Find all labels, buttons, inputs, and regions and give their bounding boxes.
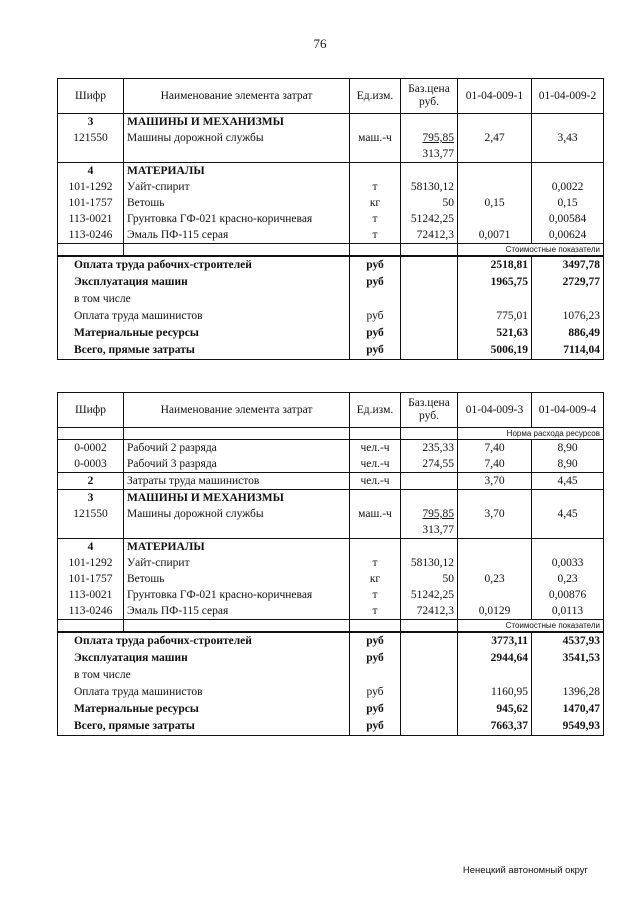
row-price: 51242,25 xyxy=(401,211,458,227)
summary-value-2: 886,49 xyxy=(532,325,604,342)
summary-value-1: 5006,19 xyxy=(458,342,532,360)
table-row xyxy=(58,211,604,227)
row-value-2: 4,45 xyxy=(532,473,604,490)
row-unit: маш.-ч xyxy=(350,506,401,539)
row-value-2: 0,23 xyxy=(532,571,604,587)
header-unit: Ед.изм. xyxy=(350,393,401,428)
row-value-2: 0,0113 xyxy=(532,603,604,620)
summary-unit: руб xyxy=(350,684,401,701)
summary-value-2: 9549,93 xyxy=(532,718,604,736)
table-header-row xyxy=(58,393,604,428)
summary-row xyxy=(58,684,604,701)
resource-norm-label: Норма расхода ресурсов xyxy=(458,428,604,440)
summary-value-1: 2518,81 xyxy=(458,256,532,274)
summary-value-2: 2729,77 xyxy=(532,274,604,291)
group-number: 3 xyxy=(58,114,124,131)
row-price: 72412,3 xyxy=(401,603,458,620)
summary-value-2: 1076,23 xyxy=(532,308,604,325)
table-row xyxy=(58,587,604,603)
summary-value-2: 1470,47 xyxy=(532,701,604,718)
summary-row xyxy=(58,667,604,684)
row-code: 101-1757 xyxy=(58,571,124,587)
summary-row xyxy=(58,342,604,360)
header-code: Шифр xyxy=(58,79,124,114)
row-unit: кг xyxy=(350,571,401,587)
group-title: МАТЕРИАЛЫ xyxy=(124,539,350,556)
header-col-2: 01-04-009-2 xyxy=(532,79,604,114)
summary-label: Материальные ресурсы xyxy=(58,325,350,342)
row-value-1 xyxy=(458,555,532,571)
table-row xyxy=(58,456,604,473)
row-value-1: 7,40 xyxy=(458,440,532,457)
row-unit: т xyxy=(350,227,401,244)
summary-unit: руб xyxy=(350,342,401,360)
row-name: Рабочий 2 разряда xyxy=(124,440,350,457)
summary-value-1: 1965,75 xyxy=(458,274,532,291)
header-price: Баз.цена руб. xyxy=(401,393,458,428)
row-code: 0-0003 xyxy=(58,456,124,473)
summary-value-1: 7663,37 xyxy=(458,718,532,736)
summary-row xyxy=(58,325,604,342)
row-value-2: 0,00624 xyxy=(532,227,604,244)
table-row xyxy=(58,603,604,620)
header-col-4: 01-04-009-4 xyxy=(532,393,604,428)
summary-value-2: 3497,78 xyxy=(532,256,604,274)
row-price: 274,55 xyxy=(401,456,458,473)
row-name: Грунтовка ГФ-021 красно-коричневая xyxy=(124,211,350,227)
row-value-1 xyxy=(458,211,532,227)
summary-value-1: 1160,95 xyxy=(458,684,532,701)
row-value-2: 4,45 xyxy=(532,506,604,539)
row-unit: чел.-ч xyxy=(350,440,401,457)
group-row-materials xyxy=(58,539,604,556)
summary-value-1: 3773,11 xyxy=(458,632,532,650)
row-unit: т xyxy=(350,179,401,195)
summary-unit: руб xyxy=(350,325,401,342)
summary-value-2: 7114,04 xyxy=(532,342,604,360)
table-header-row xyxy=(58,79,604,114)
summary-unit: руб xyxy=(350,632,401,650)
row-name: Уайт-спирит xyxy=(124,555,350,571)
group-number: 2 xyxy=(58,473,124,490)
page-number: 76 xyxy=(313,36,327,51)
row-value-2: 8,90 xyxy=(532,440,604,457)
row-price: 72412,3 xyxy=(401,227,458,244)
row-price: 58130,12 xyxy=(401,179,458,195)
table-row xyxy=(58,130,604,163)
summary-label: в том числе xyxy=(58,667,350,684)
group-number: 3 xyxy=(58,490,124,507)
header-name: Наименование элемента затрат xyxy=(124,393,350,428)
summary-row xyxy=(58,718,604,736)
row-code: 101-1757 xyxy=(58,195,124,211)
summary-unit: руб xyxy=(350,650,401,667)
row-value-1 xyxy=(458,587,532,603)
row-unit: чел.-ч xyxy=(350,456,401,473)
row-name: Ветошь xyxy=(124,571,350,587)
row-name: Машины дорожной службы xyxy=(124,506,350,539)
row-name: Эмаль ПФ-115 серая xyxy=(124,603,350,620)
resource-table-1 xyxy=(57,78,604,360)
cost-indicators-band xyxy=(58,244,604,257)
row-unit: т xyxy=(350,603,401,620)
row-code: 113-0246 xyxy=(58,603,124,620)
row-value-1: 2,47 xyxy=(458,130,532,163)
row-price xyxy=(401,130,458,163)
summary-unit: руб xyxy=(350,701,401,718)
row-name: Грунтовка ГФ-021 красно-коричневая xyxy=(124,587,350,603)
summary-label: Оплата труда машинистов xyxy=(58,684,350,701)
summary-label: Оплата труда машинистов xyxy=(58,308,350,325)
row-value-2: 0,0033 xyxy=(532,555,604,571)
header-price: Баз.цена руб. xyxy=(401,79,458,114)
summary-unit: руб xyxy=(350,256,401,274)
price-top: 795,85 xyxy=(422,508,454,520)
row-code: 101-1292 xyxy=(58,179,124,195)
cost-indicators-band xyxy=(58,620,604,633)
header-code: Шифр xyxy=(58,393,124,428)
summary-label: Эксплуатация машин xyxy=(58,274,350,291)
summary-value-2: 4537,93 xyxy=(532,632,604,650)
cost-indicators-label: Стоимостные показатели xyxy=(458,244,604,257)
group-row-operators xyxy=(58,473,604,490)
summary-label: Оплата труда рабочих-строителей xyxy=(58,256,350,274)
summary-row xyxy=(58,650,604,667)
summary-label: в том числе xyxy=(58,291,350,308)
row-value-1: 3,70 xyxy=(458,473,532,490)
summary-row xyxy=(58,632,604,650)
row-value-1: 0,23 xyxy=(458,571,532,587)
resource-norm-band xyxy=(58,428,604,440)
summary-value-2: 1396,28 xyxy=(532,684,604,701)
row-unit: т xyxy=(350,211,401,227)
group-row-machines xyxy=(58,490,604,507)
row-code: 113-0021 xyxy=(58,211,124,227)
price-bottom: 313,77 xyxy=(422,524,454,536)
price-top: 795,85 xyxy=(422,132,454,144)
row-code: 113-0021 xyxy=(58,587,124,603)
row-price xyxy=(401,506,458,539)
row-price: 50 xyxy=(401,195,458,211)
summary-value-1: 2944,64 xyxy=(458,650,532,667)
cost-indicators-label: Стоимостные показатели xyxy=(458,620,604,633)
row-code: 113-0246 xyxy=(58,227,124,244)
row-value-2: 0,15 xyxy=(532,195,604,211)
row-price: 50 xyxy=(401,571,458,587)
row-unit: т xyxy=(350,587,401,603)
summary-unit: руб xyxy=(350,308,401,325)
table-row xyxy=(58,571,604,587)
summary-label: Всего, прямые затраты xyxy=(58,342,350,360)
group-row-machines xyxy=(58,114,604,131)
row-value-1: 7,40 xyxy=(458,456,532,473)
row-name: Рабочий 3 разряда xyxy=(124,456,350,473)
table-row xyxy=(58,195,604,211)
row-name: Ветошь xyxy=(124,195,350,211)
row-value-2: 0,00876 xyxy=(532,587,604,603)
row-value-1: 3,70 xyxy=(458,506,532,539)
table-row xyxy=(58,506,604,539)
row-value-2: 0,00584 xyxy=(532,211,604,227)
row-code: 121550 xyxy=(58,130,124,163)
summary-unit: руб xyxy=(350,718,401,736)
summary-label: Материальные ресурсы xyxy=(58,701,350,718)
price-bottom: 313,77 xyxy=(422,148,454,160)
summary-row xyxy=(58,274,604,291)
table-row xyxy=(58,555,604,571)
row-value-1 xyxy=(458,179,532,195)
row-unit: маш.-ч xyxy=(350,130,401,163)
row-name: Затраты труда машинистов xyxy=(124,473,350,490)
summary-row xyxy=(58,256,604,274)
row-price: 235,33 xyxy=(401,440,458,457)
summary-row xyxy=(58,308,604,325)
row-value-2: 3,43 xyxy=(532,130,604,163)
row-price: 58130,12 xyxy=(401,555,458,571)
header-col-1: 01-04-009-1 xyxy=(458,79,532,114)
row-name: Уайт-спирит xyxy=(124,179,350,195)
summary-value-2: 3541,53 xyxy=(532,650,604,667)
group-number: 4 xyxy=(58,163,124,180)
resource-table-2 xyxy=(57,392,604,736)
summary-label: Всего, прямые затраты xyxy=(58,718,350,736)
row-unit: кг xyxy=(350,195,401,211)
summary-value-1: 945,62 xyxy=(458,701,532,718)
row-unit: чел.-ч xyxy=(350,473,401,490)
row-value-1: 0,0071 xyxy=(458,227,532,244)
row-code: 121550 xyxy=(58,506,124,539)
summary-row xyxy=(58,291,604,308)
group-number: 4 xyxy=(58,539,124,556)
row-unit: т xyxy=(350,555,401,571)
row-value-1: 0,0129 xyxy=(458,603,532,620)
summary-value-1: 521,63 xyxy=(458,325,532,342)
row-code: 0-0002 xyxy=(58,440,124,457)
table-row xyxy=(58,227,604,244)
group-row-materials xyxy=(58,163,604,180)
table-row xyxy=(58,179,604,195)
header-name: Наименование элемента затрат xyxy=(124,79,350,114)
summary-label: Эксплуатация машин xyxy=(58,650,350,667)
row-name: Машины дорожной службы xyxy=(124,130,350,163)
summary-label: Оплата труда рабочих-строителей xyxy=(58,632,350,650)
header-unit: Ед.изм. xyxy=(350,79,401,114)
summary-value-1: 775,01 xyxy=(458,308,532,325)
row-value-2: 0,0022 xyxy=(532,179,604,195)
row-value-1: 0,15 xyxy=(458,195,532,211)
group-title: МАТЕРИАЛЫ xyxy=(124,163,350,180)
row-name: Эмаль ПФ-115 серая xyxy=(124,227,350,244)
row-value-2: 8,90 xyxy=(532,456,604,473)
summary-row xyxy=(58,701,604,718)
footer-region-name: Ненецкий автономный округ xyxy=(462,865,588,876)
row-price: 51242,25 xyxy=(401,587,458,603)
table-row xyxy=(58,440,604,457)
group-title: МАШИНЫ И МЕХАНИЗМЫ xyxy=(124,490,350,507)
group-title: МАШИНЫ И МЕХАНИЗМЫ xyxy=(124,114,350,131)
header-col-3: 01-04-009-3 xyxy=(458,393,532,428)
row-code: 101-1292 xyxy=(58,555,124,571)
summary-unit: руб xyxy=(350,274,401,291)
